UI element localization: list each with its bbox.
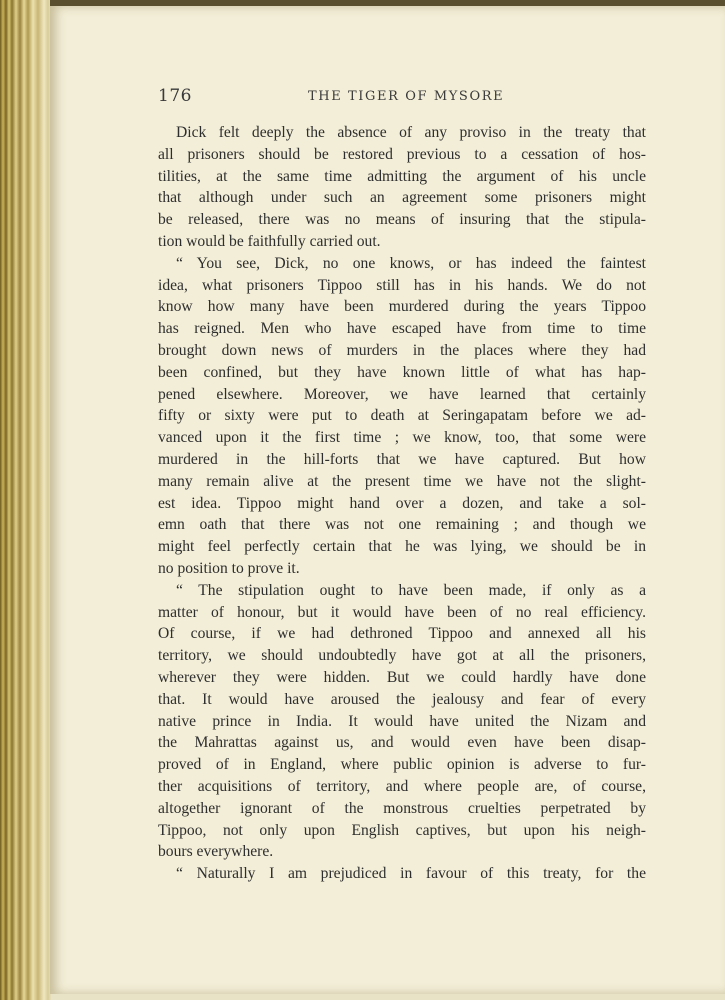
paragraph [158, 863, 646, 885]
text-line: many remain alive at the present time we have not the slight- [158, 472, 646, 490]
text-line: no position to prove it. [158, 559, 300, 577]
book-spine-edge [0, 0, 52, 1000]
text-line: ther acquisitions of territory, and where people are, of course, [158, 777, 646, 795]
text-line: that although under such an agreement some prisoners might [158, 189, 646, 207]
text-line: might feel perfectly certain that he was lying, we should be in [158, 538, 646, 556]
paragraph [158, 253, 646, 580]
text-line: Tippoo, not only upon English captives, but upon his neigh- [158, 821, 646, 839]
page-header [158, 86, 646, 110]
text-line: vanced upon it the first time ; we know, too, that some were [158, 429, 646, 447]
text-line: Of course, if we had dethroned Tippoo and annexed all his [158, 625, 646, 643]
text-line: bours everywhere. [158, 843, 274, 861]
text-line: wherever they were hidden. But we could hardly have done [158, 668, 646, 686]
text-line: all prisoners should be restored previous to a cessation of hos- [158, 145, 646, 163]
text-line: emn oath that there was not one remaining ; and though we [158, 516, 646, 534]
running-head: THE TIGER OF MYSORE [308, 89, 505, 104]
text-line: pened elsewhere. Moreover, we have learned that certainly [158, 385, 646, 403]
text-line: proved of in England, where public opinion is adverse to fur- [158, 756, 646, 774]
text-line: altogether ignorant of the monstrous cruelties perpetrated by [158, 799, 646, 817]
text-line: that. It would have aroused the jealousy and fear of every [158, 690, 646, 708]
text-line: been confined, but they have known little of what has hap- [158, 363, 646, 381]
text-line: matter of honour, but it would have been of no real efficiency. [158, 603, 646, 621]
page-number: 176 [158, 86, 192, 106]
text-line: the Mahrattas against us, and would even have been disap- [158, 734, 646, 752]
paragraph [158, 122, 646, 253]
text-line: idea, what prisoners Tippoo still has in his hands. We do not [158, 276, 646, 294]
text-line: has reigned. Men who have escaped have from time to time [158, 320, 646, 338]
text-line: est idea. Tippoo might hand over a dozen, and take a sol- [158, 494, 646, 512]
text-line: “ You see, Dick, no one knows, or has indeed the faintest [176, 254, 646, 272]
text-line: murdered in the hill-forts that we have captured. But how [158, 450, 646, 468]
text-line: Dick felt deeply the absence of any proviso in the treaty that [176, 124, 646, 141]
text-line: tilities, at the same time admitting the argument of his uncle [158, 167, 646, 185]
text-line: “ Naturally I am prejudiced in favour of this treaty, for the [176, 865, 646, 883]
text-line: tion would be faithfully carried out. [158, 232, 381, 250]
body-text [158, 122, 646, 885]
text-line: be released, there was no means of insuring that the stipula- [158, 211, 646, 229]
text-line: “ The stipulation ought to have been made, if only as a [176, 581, 646, 599]
paragraph [158, 580, 646, 863]
text-line: fifty or sixty were put to death at Seringapatam before we ad- [158, 407, 646, 425]
text-line: territory, we should undoubtedly have got at all the prisoners, [158, 647, 646, 665]
text-line: know how many have been murdered during the years Tippoo [158, 298, 646, 316]
text-line: brought down news of murders in the places where they had [158, 341, 646, 359]
text-line: native prince in India. It would have united the Nizam and [158, 712, 646, 730]
